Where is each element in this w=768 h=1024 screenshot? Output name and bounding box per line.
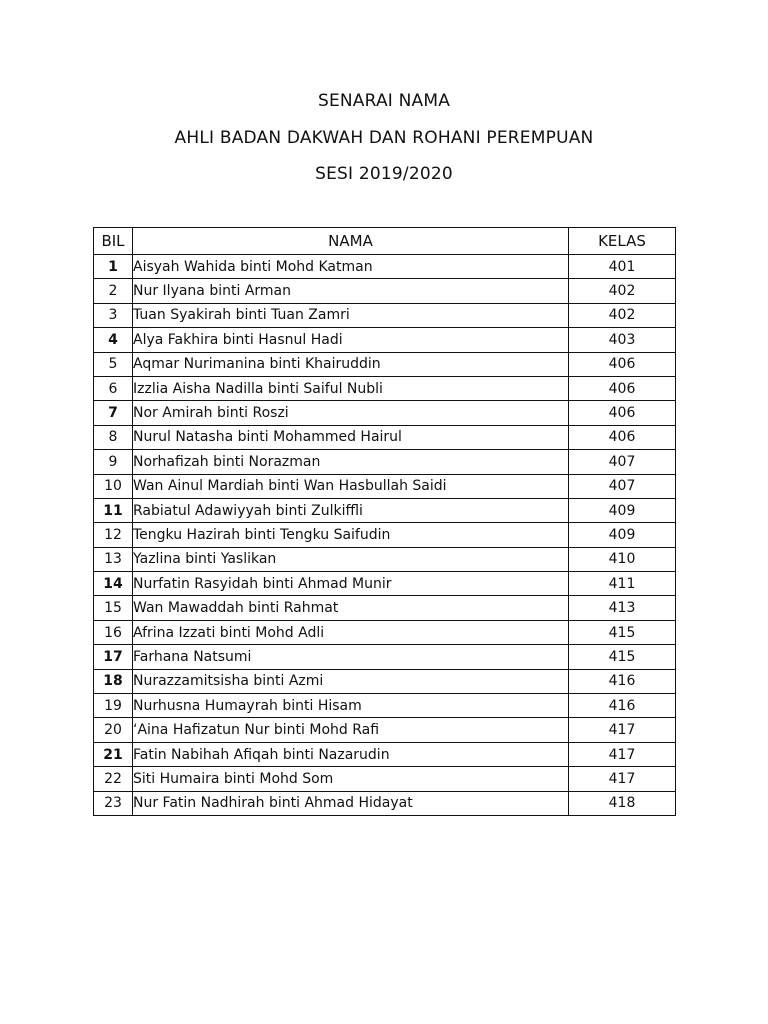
row-nama: Nurfatin Rasyidah binti Ahmad Munir <box>133 572 569 596</box>
table-body <box>94 255 676 816</box>
row-bil: 14 <box>94 572 133 596</box>
table-row <box>94 352 676 376</box>
row-bil: 12 <box>94 523 133 547</box>
row-nama: Nurhusna Humayrah binti Hisam <box>133 694 569 718</box>
document-title-line3: SESI 2019/2020 <box>315 164 453 184</box>
row-kelas: 401 <box>569 255 676 279</box>
table-row <box>94 694 676 718</box>
row-nama: Yazlina binti Yaslikan <box>133 547 569 571</box>
table-row <box>94 401 676 425</box>
row-bil: 8 <box>94 425 133 449</box>
table-row <box>94 669 676 693</box>
table-row <box>94 450 676 474</box>
table-row <box>94 596 676 620</box>
row-bil: 23 <box>94 791 133 815</box>
row-nama: Alya Fakhira binti Hasnul Hadi <box>133 328 569 352</box>
row-nama: Tengku Hazirah binti Tengku Saifudin <box>133 523 569 547</box>
row-nama: Izzlia Aisha Nadilla binti Saiful Nubli <box>133 376 569 400</box>
row-nama: Nurazzamitsisha binti Azmi <box>133 669 569 693</box>
row-kelas: 406 <box>569 352 676 376</box>
document-title-line1: SENARAI NAMA <box>317 91 451 111</box>
row-nama: Aqmar Nurimanina binti Khairuddin <box>133 352 569 376</box>
row-nama: Nur Ilyana binti Arman <box>133 279 569 303</box>
table-row <box>94 279 676 303</box>
row-bil: 17 <box>94 645 133 669</box>
row-nama: Nor Amirah binti Roszi <box>133 401 569 425</box>
table-row <box>94 767 676 791</box>
header-nama: NAMA <box>133 228 569 255</box>
table-row <box>94 791 676 815</box>
row-bil: 13 <box>94 547 133 571</box>
row-kelas: 413 <box>569 596 676 620</box>
row-kelas: 411 <box>569 572 676 596</box>
row-kelas: 406 <box>569 376 676 400</box>
row-nama: Nurul Natasha binti Mohammed Hairul <box>133 425 569 449</box>
row-kelas: 417 <box>569 718 676 742</box>
row-bil: 2 <box>94 279 133 303</box>
table-row <box>94 425 676 449</box>
row-bil: 6 <box>94 376 133 400</box>
row-kelas: 415 <box>569 645 676 669</box>
row-kelas: 407 <box>569 474 676 498</box>
table-row <box>94 498 676 522</box>
row-kelas: 416 <box>569 694 676 718</box>
table-header-row <box>94 228 676 255</box>
table-row <box>94 718 676 742</box>
table-row <box>94 547 676 571</box>
row-kelas: 416 <box>569 669 676 693</box>
row-kelas: 417 <box>569 767 676 791</box>
row-bil: 9 <box>94 450 133 474</box>
member-table <box>93 227 676 816</box>
document-title-line2: AHLI BADAN DAKWAH DAN ROHANI PEREMPUAN <box>174 128 594 148</box>
table-row <box>94 376 676 400</box>
row-nama: Fatin Nabihah Afiqah binti Nazarudin <box>133 742 569 766</box>
row-bil: 19 <box>94 694 133 718</box>
row-bil: 10 <box>94 474 133 498</box>
row-nama: Farhana Natsumi <box>133 645 569 669</box>
row-kelas: 402 <box>569 303 676 327</box>
row-nama: Afrina Izzati binti Mohd Adli <box>133 620 569 644</box>
row-nama: Wan Mawaddah binti Rahmat <box>133 596 569 620</box>
row-nama: ‘Aina Hafizatun Nur binti Mohd Rafi <box>133 718 569 742</box>
header-bil: BIL <box>94 228 133 255</box>
row-nama: Rabiatul Adawiyyah binti Zulkiffli <box>133 498 569 522</box>
row-nama: Tuan Syakirah binti Tuan Zamri <box>133 303 569 327</box>
table-row <box>94 255 676 279</box>
table-row <box>94 620 676 644</box>
row-kelas: 410 <box>569 547 676 571</box>
row-nama: Nur Fatin Nadhirah binti Ahmad Hidayat <box>133 791 569 815</box>
row-kelas: 402 <box>569 279 676 303</box>
table-row <box>94 328 676 352</box>
row-kelas: 415 <box>569 620 676 644</box>
table-row <box>94 523 676 547</box>
row-bil: 1 <box>94 255 133 279</box>
row-kelas: 406 <box>569 425 676 449</box>
header-kelas: KELAS <box>569 228 676 255</box>
row-bil: 4 <box>94 328 133 352</box>
row-kelas: 418 <box>569 791 676 815</box>
row-bil: 5 <box>94 352 133 376</box>
table-row <box>94 474 676 498</box>
row-kelas: 409 <box>569 498 676 522</box>
row-bil: 21 <box>94 742 133 766</box>
table-row <box>94 742 676 766</box>
row-nama: Siti Humaira binti Mohd Som <box>133 767 569 791</box>
row-bil: 20 <box>94 718 133 742</box>
row-bil: 18 <box>94 669 133 693</box>
row-kelas: 403 <box>569 328 676 352</box>
row-bil: 16 <box>94 620 133 644</box>
row-bil: 3 <box>94 303 133 327</box>
row-kelas: 417 <box>569 742 676 766</box>
row-kelas: 406 <box>569 401 676 425</box>
table-row <box>94 303 676 327</box>
row-nama: Aisyah Wahida binti Mohd Katman <box>133 255 569 279</box>
row-nama: Wan Ainul Mardiah binti Wan Hasbullah Saidi <box>133 474 569 498</box>
table-row <box>94 645 676 669</box>
row-bil: 15 <box>94 596 133 620</box>
row-kelas: 407 <box>569 450 676 474</box>
row-bil: 22 <box>94 767 133 791</box>
row-nama: Norhafizah binti Norazman <box>133 450 569 474</box>
row-bil: 7 <box>94 401 133 425</box>
row-kelas: 409 <box>569 523 676 547</box>
table-row <box>94 572 676 596</box>
row-bil: 11 <box>94 498 133 522</box>
